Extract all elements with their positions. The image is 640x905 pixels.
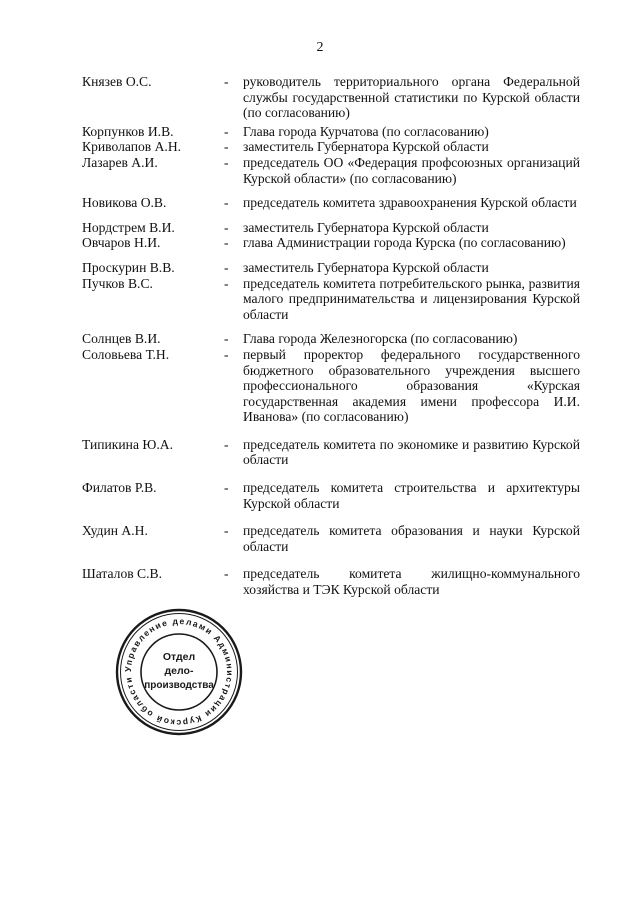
member-name: Солнцев В.И.: [82, 331, 161, 347]
member-role: председатель комитета жилищно-коммунального хозяйства и ТЭК Курской области: [243, 566, 580, 598]
member-name: Нордстрем В.И.: [82, 219, 175, 235]
list-item: [82, 331, 580, 347]
dash-separator: -: [224, 139, 229, 155]
office-stamp: [113, 606, 245, 738]
dash-separator: -: [224, 195, 229, 211]
dash-separator: -: [224, 154, 229, 170]
member-role: руководитель территориального органа Федеральной службы государственной статистики по Курской области (по согласованию): [243, 74, 580, 121]
list-item: [82, 74, 580, 121]
dash-separator: -: [224, 523, 229, 539]
page-number: 2: [316, 40, 324, 55]
list-item: [82, 124, 580, 140]
list-item: [82, 523, 580, 554]
member-role: председатель комитета потребительского рынка, развития малого предпринимательства и лицензирования Курской области: [243, 275, 580, 322]
dash-separator: -: [224, 331, 229, 347]
dash-separator: -: [224, 346, 229, 362]
member-name: Худин А.Н.: [82, 523, 148, 539]
stamp-center-line: Отдел: [162, 651, 196, 663]
dash-separator: -: [224, 275, 229, 291]
list-item: [82, 195, 580, 211]
member-role: председатель комитета здравоохранения Курской области: [243, 195, 577, 211]
dash-separator: -: [224, 123, 229, 139]
member-role: заместитель Губернатора Курской области: [243, 219, 489, 235]
list-item: [82, 220, 580, 236]
member-role: глава Администрации города Курска (по согласованию): [243, 235, 566, 251]
member-role: Глава города Курчатова (по согласованию): [243, 123, 489, 139]
member-role: председатель комитета образования и науки Курской области: [243, 523, 580, 554]
member-name: Проскурин В.В.: [82, 259, 175, 275]
member-role: председатель комитета по экономике и развитию Курской области: [243, 436, 580, 468]
member-role: председатель ОО «Федерация профсоюзных организаций Курской области» (по согласованию): [243, 154, 580, 186]
list-item: [82, 480, 580, 511]
stamp-center-line: производства: [144, 680, 214, 691]
member-name: Филатов Р.В.: [82, 480, 157, 496]
list-item: [82, 347, 580, 425]
list-item: [82, 260, 580, 276]
dash-separator: -: [224, 259, 229, 275]
list-item: [82, 155, 580, 186]
member-role: заместитель Губернатора Курской области: [243, 259, 489, 275]
dash-separator: -: [224, 219, 229, 235]
list-item: [82, 276, 580, 323]
stamp-center-line: дело-: [164, 665, 194, 677]
member-name: Овчаров Н.И.: [82, 235, 161, 251]
member-role: председатель комитета строительства и архитектуры Курской области: [243, 480, 580, 511]
stamp-outer-text: Управление делами Администрации Курской области: [122, 615, 236, 729]
member-role: Глава города Железногорска (по согласованию): [243, 331, 518, 347]
member-name: Соловьева Т.Н.: [82, 346, 170, 362]
member-name: Корпунков И.В.: [82, 123, 174, 139]
member-name: Типикина Ю.А.: [82, 436, 173, 452]
member-name: Князев О.С.: [82, 74, 152, 89]
dash-separator: -: [224, 480, 229, 496]
dash-separator: -: [224, 436, 229, 452]
member-name: Криволапов А.Н.: [82, 139, 182, 155]
list-item: [82, 139, 580, 155]
member-role: первый проректор федерального государственного бюджетного образовательного учреждения высшего профессионального образования «Курская государственная академия имени профессора И.И. Иванова» (по согласованию): [243, 346, 580, 425]
list-item: [82, 437, 580, 468]
dash-separator: -: [224, 235, 229, 251]
member-name: Шаталов С.В.: [82, 566, 162, 582]
dash-separator: -: [224, 566, 229, 582]
member-name: Лазарев А.И.: [82, 154, 158, 170]
member-role: заместитель Губернатора Курской области: [243, 139, 489, 155]
member-name: Пучков В.С.: [82, 275, 153, 291]
members-list: [82, 74, 580, 598]
member-name: Новикова О.В.: [82, 195, 167, 211]
dash-separator: -: [224, 74, 229, 89]
list-item: [82, 566, 580, 597]
list-item: [82, 235, 580, 251]
